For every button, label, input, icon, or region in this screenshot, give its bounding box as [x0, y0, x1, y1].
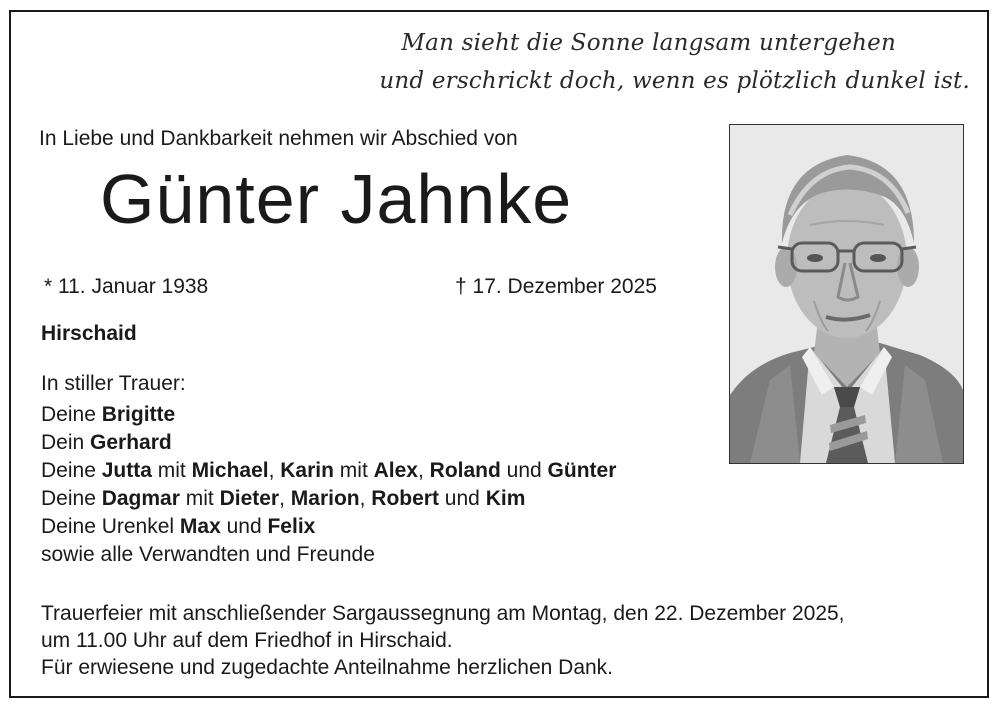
- mourner-line: [41, 404, 175, 425]
- mourner-name: Michael: [191, 459, 269, 482]
- closing-text: [41, 600, 845, 681]
- mourner-name: Gerhard: [90, 431, 172, 454]
- mourner-relation-text: und: [220, 515, 268, 538]
- portrait-image: [730, 125, 963, 463]
- mourner-relation-text: Dein: [41, 431, 91, 454]
- mourner-name: Dieter: [219, 487, 280, 510]
- quote-line-2: und erschrickt doch, wenn es plötzlich dunkel ist.: [379, 68, 970, 94]
- mourner-line: [41, 544, 375, 565]
- mourner-relation-text: ,: [417, 459, 430, 482]
- death-date: † 17. Dezember 2025: [455, 275, 657, 298]
- mourner-name: Alex: [373, 459, 418, 482]
- mourner-relation-text: mit: [151, 459, 192, 482]
- mourner-relation-text: ,: [359, 487, 372, 510]
- mourner-name: Marion: [290, 487, 360, 510]
- mourner-name: Max: [179, 515, 221, 538]
- mourner-name: Günter: [547, 459, 617, 482]
- closing-line-3: Für erwiesene und zugedachte Anteilnahme herzlichen Dank.: [41, 656, 614, 679]
- mourner-line: [41, 488, 525, 509]
- mourner-relation-text: Deine Urenkel: [41, 515, 180, 538]
- closing-line-2: um 11.00 Uhr auf dem Friedhof in Hirschaid.: [41, 629, 453, 652]
- mourner-line: [41, 432, 172, 453]
- mourners-heading: In stiller Trauer:: [41, 372, 186, 395]
- mourner-name: Felix: [267, 515, 316, 538]
- deceased-name: Günter Jahnke: [100, 160, 573, 238]
- mourner-name: Kim: [485, 487, 526, 510]
- mourner-name: Roland: [429, 459, 501, 482]
- mourner-relation-text: und: [500, 459, 548, 482]
- intro-text: In Liebe und Dankbarkeit nehmen wir Abschied von: [39, 127, 518, 150]
- mourner-relation-text: mit: [333, 459, 374, 482]
- mourner-relation-text: sowie alle Verwandten und Freunde: [41, 543, 375, 566]
- mourner-name: Brigitte: [101, 403, 176, 426]
- mourner-line: [41, 460, 616, 481]
- birth-date: * 11. Januar 1938: [44, 275, 209, 298]
- mourner-relation-text: Deine: [41, 459, 102, 482]
- place-of-residence: Hirschaid: [41, 322, 137, 345]
- mourner-relation-text: Deine: [41, 403, 102, 426]
- mourner-relation-text: ,: [279, 487, 291, 510]
- closing-line-1: Trauerfeier mit anschließender Sargaussegnung am Montag, den 22. Dezember 2025,: [41, 602, 845, 625]
- mourner-line: [41, 516, 315, 537]
- mourner-name: Dagmar: [101, 487, 180, 510]
- mourner-relation-text: mit: [179, 487, 220, 510]
- mourner-relation-text: und: [438, 487, 486, 510]
- mourner-relation-text: Deine: [41, 487, 102, 510]
- mourner-name: Karin: [280, 459, 334, 482]
- mourner-relation-text: ,: [268, 459, 281, 482]
- quote-line-1: Man sieht die Sonne langsam untergehen: [401, 30, 896, 56]
- portrait-photo: [729, 124, 964, 464]
- mourner-name: Jutta: [101, 459, 152, 482]
- mourner-name: Robert: [371, 487, 439, 510]
